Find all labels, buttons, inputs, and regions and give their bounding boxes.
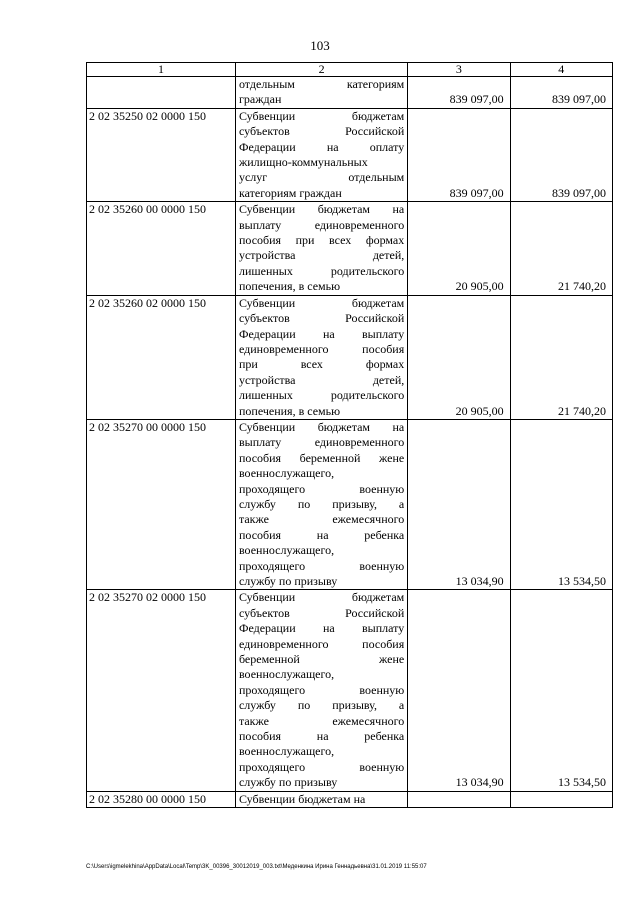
amount-col4-cell: 21 740,20 [510,295,612,419]
description-line: устройства детей, [238,248,405,263]
description-line: Федерации на выплату [238,621,405,636]
description-line: Субвенции бюджетам на [238,202,405,217]
description-line: службу по призыву [238,574,338,588]
description-line: службу по призыву [238,775,338,790]
description-line: выплату единовременного [238,217,405,232]
description-line: лишенных родительского [238,388,405,403]
budget-table [86,62,613,808]
description-line: также ежемесячного [238,512,405,527]
table-row [87,77,613,109]
description-line: единовременного пособия [238,341,405,356]
description-line: Субвенции бюджетам [238,295,405,310]
description-cell [235,295,407,419]
budget-code-cell [87,77,236,109]
description-line: беременной жене [238,652,405,667]
column-header: 2 [235,63,407,77]
description-line: выплату единовременного [238,435,405,450]
description-line: Субвенции бюджетам на [238,791,366,806]
description-cell [235,77,407,109]
description-line: военнослужащего, [238,667,335,682]
file-path-footer: C:\Users\igmelekhina\AppData\Local\Temp\3K_00396_30012019_003.txt\Меденкина Ирина Геннадьевна\31.01.2019 11:55:07 [86,864,427,870]
description-line: военнослужащего, [238,543,335,558]
description-line: пособия на ребенка [238,527,405,542]
description-line: устройства детей, [238,372,405,387]
description-line: лишенных родительского [238,263,405,278]
description-line: Федерации на оплату [238,139,405,154]
table-row [87,202,613,295]
description-line: попечения, в семью [238,279,341,294]
amount-col4-cell: 839 097,00 [510,108,612,201]
table-body [87,77,613,808]
description-line: службу по призыву, а [238,698,405,713]
description-line: при всех формах [238,357,405,372]
amount-col4-cell: 21 740,20 [510,202,612,295]
description-line: Субвенции бюджетам на [238,419,405,434]
amount-col3-cell: 839 097,00 [408,77,510,109]
description-line: граждан [238,92,282,107]
description-line: проходящего военную [238,759,405,774]
table-row [87,295,613,419]
description-line: субъектов Российской [238,605,405,620]
amount-col4-cell: 13 534,50 [510,419,612,589]
budget-code-cell: 2 02 35260 02 0000 150 [87,295,236,419]
description-line: категориям граждан [238,185,342,200]
amount-col3-cell: 839 097,00 [408,108,510,201]
description-cell [235,590,407,791]
budget-code-cell: 2 02 35270 00 0000 150 [87,419,236,589]
description-line: проходящего военную [238,481,405,496]
description-line: военнослужащего, [238,744,335,759]
budget-code-cell: 2 02 35270 02 0000 150 [87,590,236,791]
table-row [87,590,613,791]
description-line: единовременного пособия [238,636,405,651]
description-line: проходящего военную [238,558,405,573]
description-line: субъектов Российской [238,124,405,139]
amount-col3-cell [408,791,510,807]
table-header-row [87,63,613,77]
description-line: военнослужащего, [238,466,335,481]
budget-code-cell: 2 02 35280 00 0000 150 [87,791,236,807]
description-line: Субвенции бюджетам [238,590,405,605]
description-cell [235,419,407,589]
description-line: Субвенции бюджетам [238,108,405,123]
description-cell [235,202,407,295]
description-line: субъектов Российской [238,311,405,326]
description-line: пособия беременной жене [238,450,405,465]
description-cell [235,108,407,201]
amount-col3-cell: 20 905,00 [408,202,510,295]
description-line: жилищно-коммунальных [238,155,368,170]
description-line: проходящего военную [238,682,405,697]
column-header: 3 [408,63,510,77]
amount-col4-cell: 839 097,00 [510,77,612,109]
table-row [87,108,613,201]
description-line: Федерации на выплату [238,326,405,341]
table-row [87,419,613,589]
description-line: отдельным категориям [238,77,405,91]
amount-col4-cell [510,791,612,807]
description-line: попечения, в семью [238,403,341,418]
amount-col3-cell: 13 034,90 [408,419,510,589]
description-cell [235,791,407,807]
budget-code-cell: 2 02 35250 02 0000 150 [87,108,236,201]
description-line: пособия при всех формах [238,233,405,248]
page-number: 103 [310,38,330,53]
table-row [87,791,613,807]
description-line: службу по призыву, а [238,496,405,511]
amount-col3-cell: 20 905,00 [408,295,510,419]
column-header: 4 [510,63,612,77]
budget-code-cell: 2 02 35260 00 0000 150 [87,202,236,295]
amount-col3-cell: 13 034,90 [408,590,510,791]
description-line: также ежемесячного [238,713,405,728]
column-header: 1 [87,63,236,77]
description-line: услуг отдельным [238,170,405,185]
amount-col4-cell: 13 534,50 [510,590,612,791]
description-line: пособия на ребенка [238,729,405,744]
